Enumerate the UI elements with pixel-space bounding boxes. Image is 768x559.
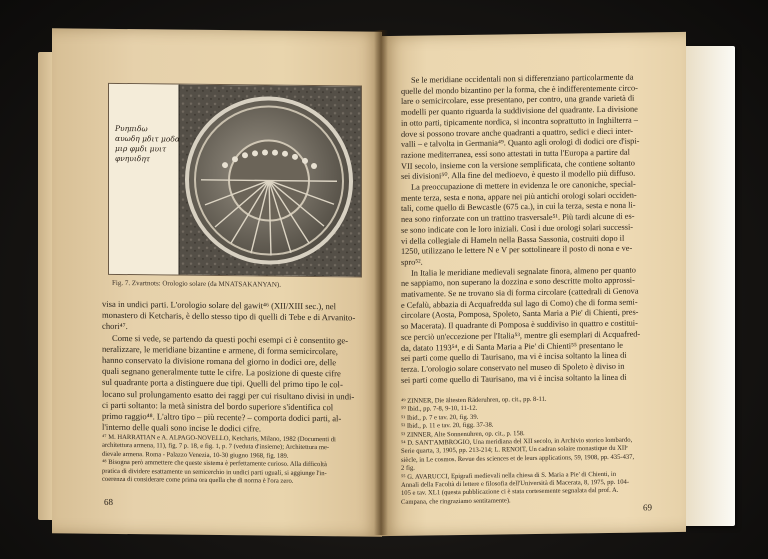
text-line: 1250, utilizzano le lettere N e V per sottolineare il posto di nona e ve- — [401, 243, 633, 257]
inscription-line: Pυηπιδω — [115, 123, 148, 134]
footnote-line: coerenza di considerare come prima ora quella che di norma è l'ora zero. — [102, 475, 294, 485]
left-body-text — [102, 299, 364, 436]
text-line: mente terza, sesta e nona, appare nei più antichi orologi solari occiden- — [401, 190, 637, 203]
text-line: sei parti come quello di Taurisano, ma vi è incisa soltanto la linea di — [401, 350, 627, 364]
text-line: primo raggio⁴⁸. L'altro tipo – più recente? – comporta dodici parti, al- — [102, 410, 342, 424]
footnote-line: siècle, in Le cosmos. Revue des sciences et de leurs applications, 59, 1908, pp. 435-437, — [401, 453, 635, 464]
text-line: spro⁵². — [401, 257, 423, 267]
text-line: valli – e talvolta in Germania⁴⁹. Quanto agli orologi di dodici ore d'ispi- — [401, 136, 640, 150]
text-line: lare o semicircolare, esse presentano, per contro, una grande varietà di — [401, 93, 635, 107]
text-line: nea sono rinforzate con un trattino trasversale⁵¹. Più tardi alcune di es- — [401, 211, 635, 224]
right-page-edges — [683, 46, 735, 526]
footnote-line: Campana, che ringraziamo sentitamente). — [401, 497, 511, 506]
footnote-line: Annali della Facoltà di lettere e filosofia dell'Università di Macerata, 8, 1975, pp. 104- — [401, 478, 630, 489]
text-line: ne sappiamo, non superano la dozzina e sono descritte molto approssi- — [401, 275, 635, 289]
text-line: dove si possono trovare anche quadranti a quattro, sedici e dieci inter- — [401, 126, 634, 139]
sundial-image — [109, 84, 361, 277]
text-line: hanno conservato la divisione romana del giorno in dodici ore, delle — [102, 354, 337, 368]
text-line: sul quadrante porta a distinguere due tipi. Quelli del primo tipo le col- — [102, 377, 343, 390]
text-line: modelli per quanto riguarda la suddivisione del quadrante. La divisione — [401, 104, 638, 117]
text-line: In Italia le meridiane medievali segnalate finora, almeno per quanto — [411, 265, 636, 278]
inscription-line: φνηυιδητ — [115, 153, 150, 164]
left-page — [52, 28, 382, 536]
right-body-text — [401, 72, 663, 386]
text-line: e Cefalù, abbazia di Acquafredda sul lago di Como) che di forma semi- — [401, 297, 638, 310]
text-line: da, datato 1193⁵⁴, e di Santa Maria a Pie' di Chienti⁵⁵ presentano le — [401, 340, 623, 353]
text-line: in otto parti, tipicamente nordica, si incontra soprattutto in Inghilterra – — [401, 115, 638, 128]
text-line: terza. L'orologio solare conservato nel museo di Spoleto è diviso in — [401, 361, 625, 374]
text-line: circolare (Aosta, Pomposa, Spoleto, Santa Maria a Pie' di Chienti, pres- — [401, 308, 639, 321]
text-line: quali segnano generalmente tutte le cifre. La posizione di queste cifre — [102, 366, 341, 379]
text-line: l'interno delle quali sono incise le dodici cifre. — [102, 422, 262, 434]
page-number-left: 68 — [104, 496, 113, 507]
text-line: neralizzare, le meridiane bizantine e armene, di forma semicircolare, — [102, 343, 338, 357]
book-gutter — [374, 30, 388, 535]
footnote-line: architettura armena, 11), fig. 7 p. 18, e fig. 1, p. 7 (veduta d'insieme); Architettura me- — [102, 442, 330, 452]
page-number-right: 69 — [643, 502, 652, 513]
footnote-line: ⁴⁸ Bisogna però ammettere che queste sistema è perfettamente curioso. Alla difficoltà — [102, 459, 327, 469]
footnote-line: ⁵³ ZINNER, Alte Sonnenuhren, op. cit., p. 158. — [401, 429, 525, 439]
text-line: tali, come quello di Bewcastle (675 ca.), in cui la terza, sesta e nona li- — [401, 201, 636, 214]
footnote-line: ⁵² Ibid., p. 11 e tav. 20, figg. 37-38. — [401, 421, 494, 431]
footnote-line: dievale armena. Roma - Palazzo Venezia, 10-30 giugno 1968, fig. 189. — [102, 450, 289, 460]
footnote-line: ⁴⁹ ZINNER, Die ältesten Räderuhren, op. cit., pp. 8-11. — [401, 395, 547, 405]
text-line: monastero di Ketcharis, è dello stesso tipo di quelli di Tebe e di Arvanito- — [102, 309, 356, 323]
footnote-line: ⁵⁰ Ibid., pp. 7-8, 9-10, 11-12. — [401, 405, 478, 414]
footnote-line: pratica di dividere esattamente un semicerchio in undici parti uguali, si aggiunge l'in- — [102, 467, 327, 477]
sundial-photo — [108, 83, 362, 278]
text-line: Se le meridiane occidentali non si differenziano particolarmente da — [411, 72, 634, 85]
text-line: La preoccupazione di mettere in evidenza le ore canoniche, special- — [411, 179, 636, 192]
text-line: sei divisioni⁵⁰. Alla fine del medioevo, è questo il modello più diffuso. — [401, 168, 636, 182]
footnote-line: 2 fig. — [401, 464, 415, 473]
text-line: se sono indicate con le loro iniziali. Così i due orologi solari successi- — [401, 222, 634, 235]
right-footnotes — [401, 394, 663, 507]
footnote-line: ⁵¹ Ibid., p. 7 e tav. 20, fig. 39. — [401, 413, 479, 422]
footnote-line: Serie quarta, 3, 1905, pp. 213-214; L. RENOIT, Un cadran solaire monastique du XIIᵉ — [401, 445, 628, 456]
text-line: Come si vede, se partendo da questi pochi esempi ci è consentito ge- — [112, 332, 349, 345]
text-line: sei parti come quello di Taurisano, ma vi è incisa soltanto la linea di — [401, 372, 627, 385]
text-line: razione mediterranea, essi sono attestati in tutta l'Europa a partire dal — [401, 147, 630, 160]
open-book — [38, 22, 738, 542]
footnote-line: ⁵⁵ G. AVARUCCI, Epigrafi medievali nella chiesa di S. Maria a Pie' di Chienti, in — [401, 470, 617, 481]
text-line: chori⁴⁷. — [102, 321, 128, 332]
text-line: vi della collegiale di Hameln nella Bassa Sassonia, costruiti dopo il — [401, 233, 625, 246]
right-page — [381, 32, 686, 536]
text-line: quelle del mondo bizantino per la forma, che è indifferentemente circo- — [401, 83, 638, 96]
inscription-line: αυωδη μδιτ μοδα — [115, 133, 180, 144]
text-line: so Macerata). Il quadrante di Pomposa è suddiviso in quattro e costitui- — [401, 318, 638, 332]
text-line: VII secolo, insieme con la versione semplificata, che contiene soltanto — [401, 158, 635, 171]
text-line: locano sul prolungamento esatto dei raggi per cui risultano divisi in undi- — [102, 388, 355, 402]
text-line: mativamente. Se ne trovano sia di forma circolare (cattedrali di Genova — [401, 286, 639, 299]
left-footnotes — [102, 434, 364, 487]
footnote-line: ⁴⁷ M. HARRATIAN e A. ALPAGO-NOVELLO, Ketcharis, Milano, 1982 (Documenti di — [102, 433, 336, 444]
text-line: visa in undici parti. L'orologio solare del gawit⁴⁶ (XII/XIII sec.), nel — [102, 298, 337, 312]
text-line: ci parti soltanto: la metà sinistra del bordo superiore s'identifica col — [102, 399, 334, 413]
footnote-line: 105 e tav. XL1 (questa pubblicazione ci è stata cortesemente segnalata dal prof. A. — [401, 487, 619, 498]
figure-caption: Fig. 7. Zvartnots: Orologio solare (da MNATSAKANYAN). — [112, 278, 281, 289]
footnote-line: ⁵⁴ D. SANT'AMBROGIO, Una meridiana del XII secolo, in Archivio storico lombardo, — [401, 436, 633, 447]
inscription-line: μιρ φμδι μυιτ — [115, 143, 167, 154]
text-line: sce perciò un'eccezione per l'Italia⁵³, mentre gli esemplari di Acquafred- — [401, 329, 641, 342]
